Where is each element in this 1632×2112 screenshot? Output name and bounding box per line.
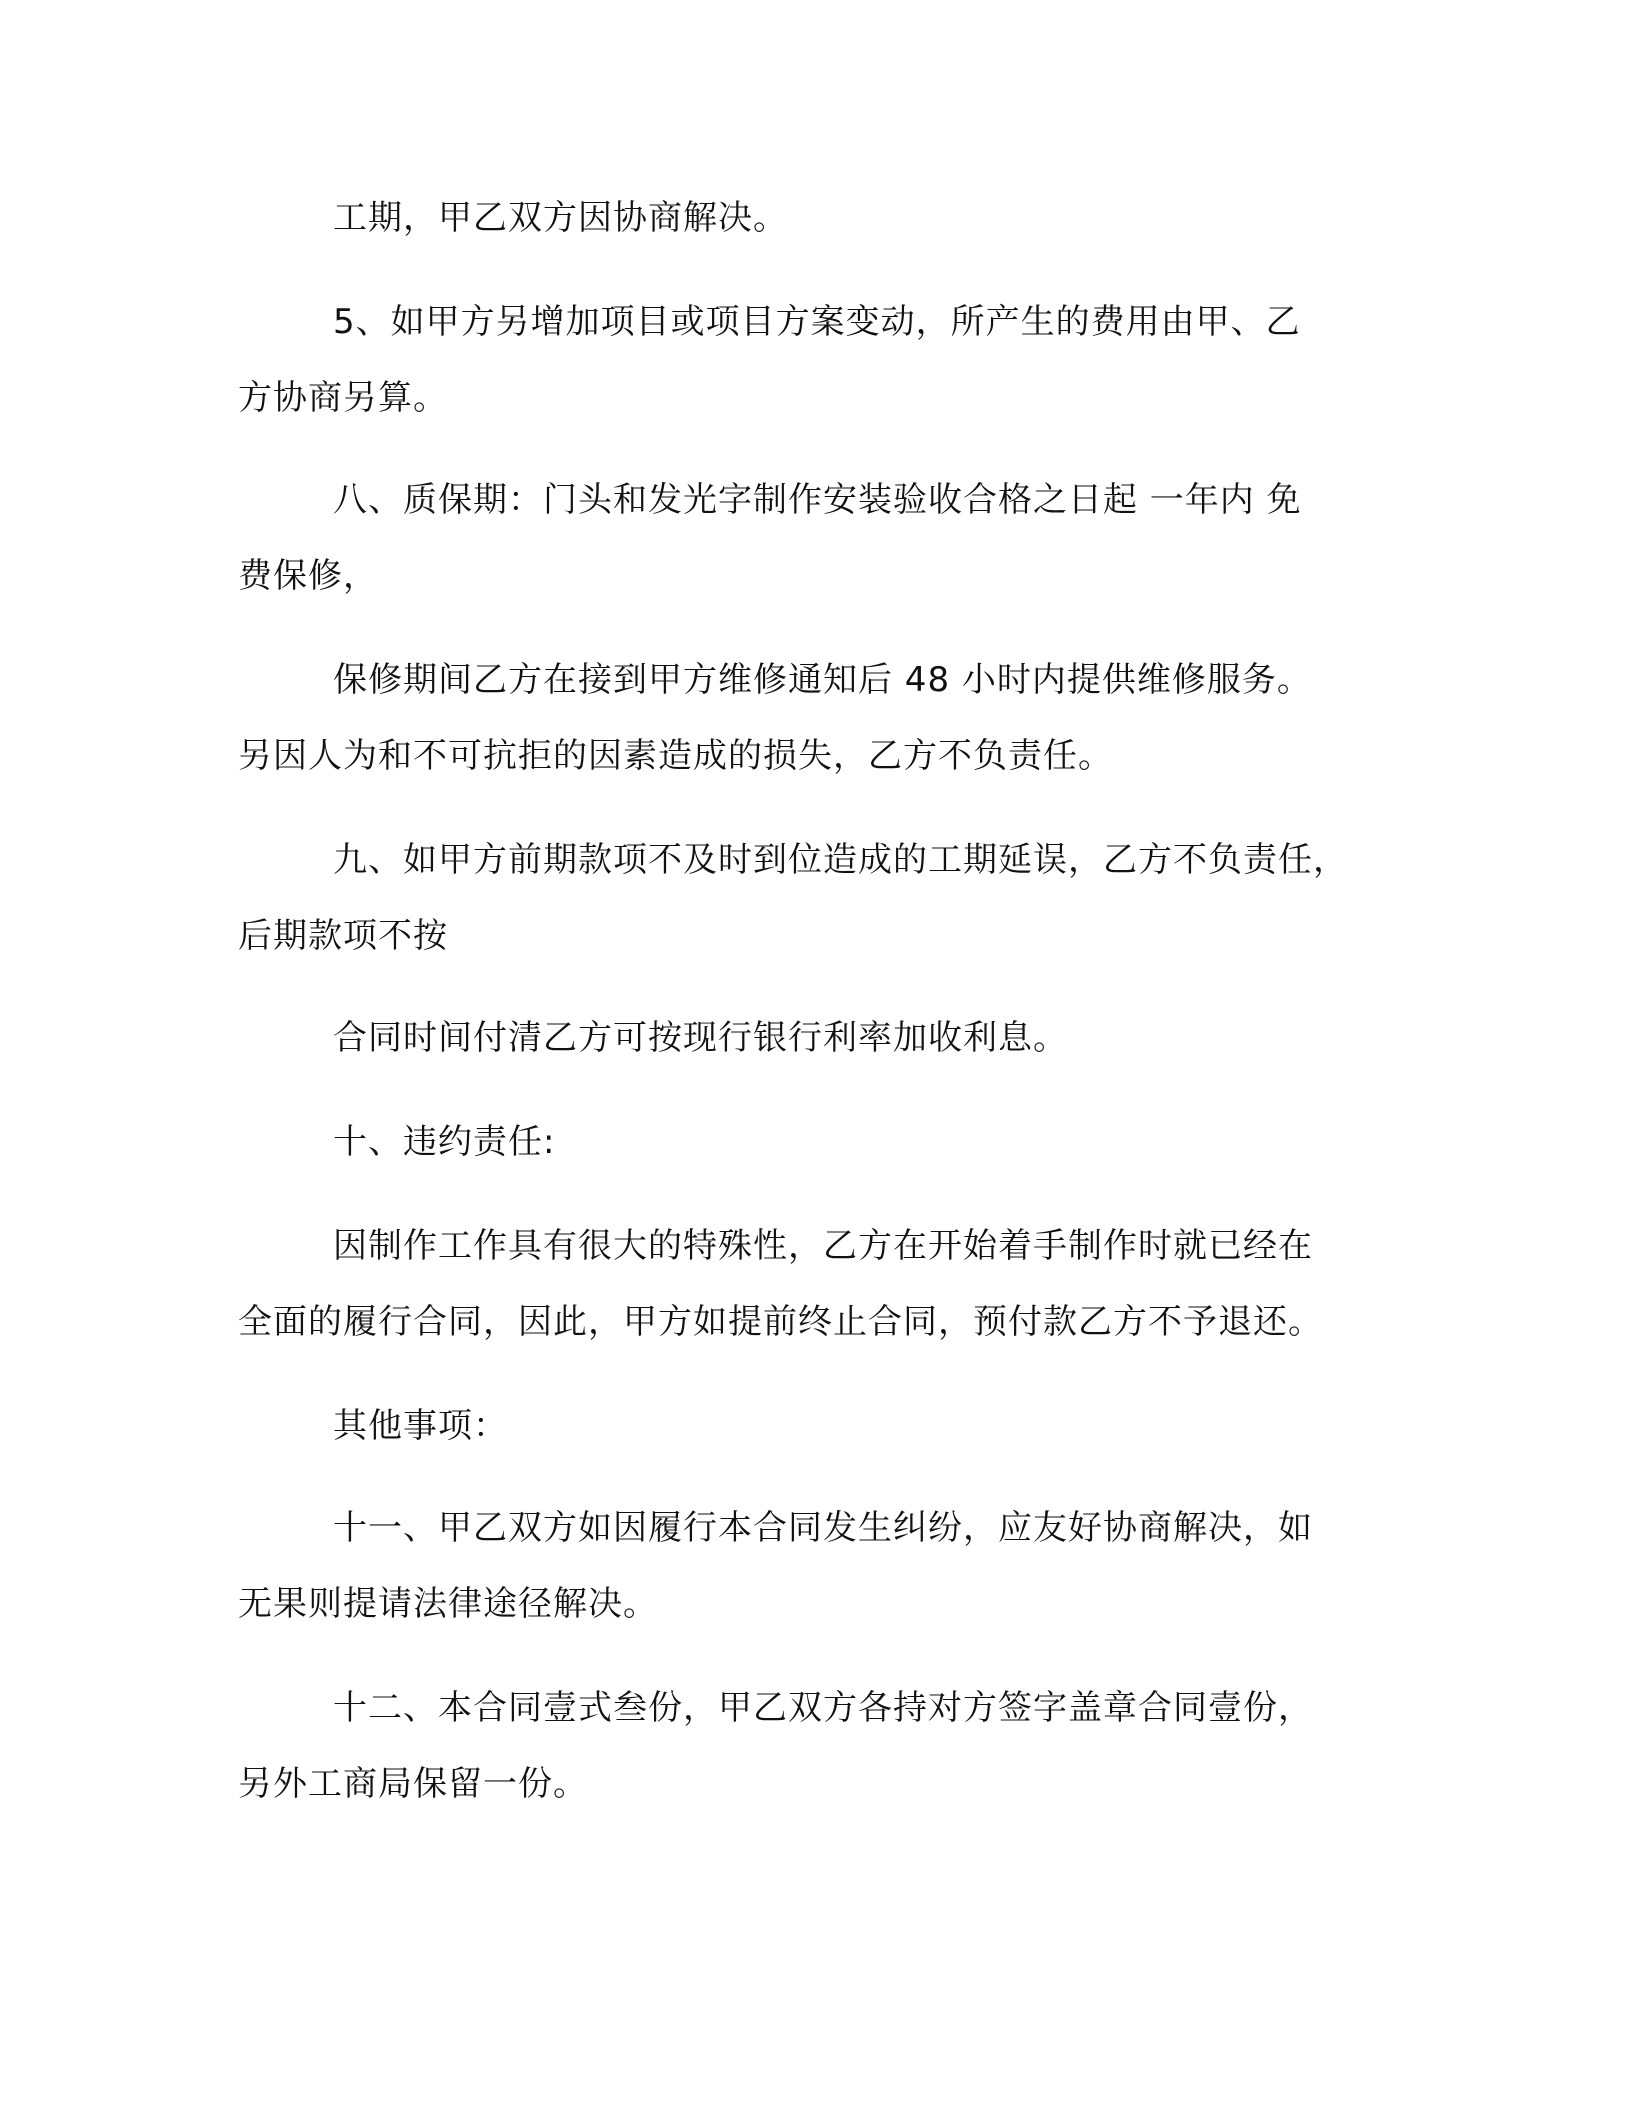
paragraph-line: 无果则提请法律途径解决。	[238, 1584, 658, 1624]
paragraph-line: 工期，甲乙双方因协商解决。	[333, 198, 788, 238]
paragraph-line: 保修期间乙方在接到甲方维修通知后 48 小时内提供维修服务。	[333, 660, 1312, 700]
paragraph-line: 八、质保期：门头和发光字制作安装验收合格之日起 一年内 免	[333, 480, 1302, 520]
paragraph-line: 全面的履行合同，因此，甲方如提前终止合同，预付款乙方不予退还。	[238, 1302, 1323, 1342]
paragraph-line: 十、违约责任:	[333, 1122, 556, 1162]
paragraph-line: 因制作工作具有很大的特殊性，乙方在开始着手制作时就已经在	[333, 1226, 1313, 1266]
paragraph-line: 费保修，	[238, 556, 378, 596]
paragraph-line: 后期款项不按	[238, 916, 448, 956]
paragraph-line: 十二、本合同壹式叁份，甲乙双方各持对方签字盖章合同壹份，	[333, 1688, 1313, 1728]
paragraph-line: 另因人为和不可抗拒的因素造成的损失，乙方不负责任。	[238, 736, 1113, 776]
paragraph-line: 方协商另算。	[238, 378, 448, 418]
paragraph-line: 其他事项：	[333, 1406, 508, 1446]
paragraph-line: 十一、甲乙双方如因履行本合同发生纠纷，应友好协商解决，如	[333, 1508, 1313, 1548]
paragraph-line: 九、如甲方前期款项不及时到位造成的工期延误，乙方不负责任，	[333, 840, 1348, 880]
paragraph-line: 合同时间付清乙方可按现行银行利率加收利息。	[333, 1018, 1068, 1058]
paragraph-line: 5、如甲方另增加项目或项目方案变动，所产生的费用由甲、乙	[333, 302, 1301, 342]
paragraph-line: 另外工商局保留一份。	[238, 1764, 588, 1804]
